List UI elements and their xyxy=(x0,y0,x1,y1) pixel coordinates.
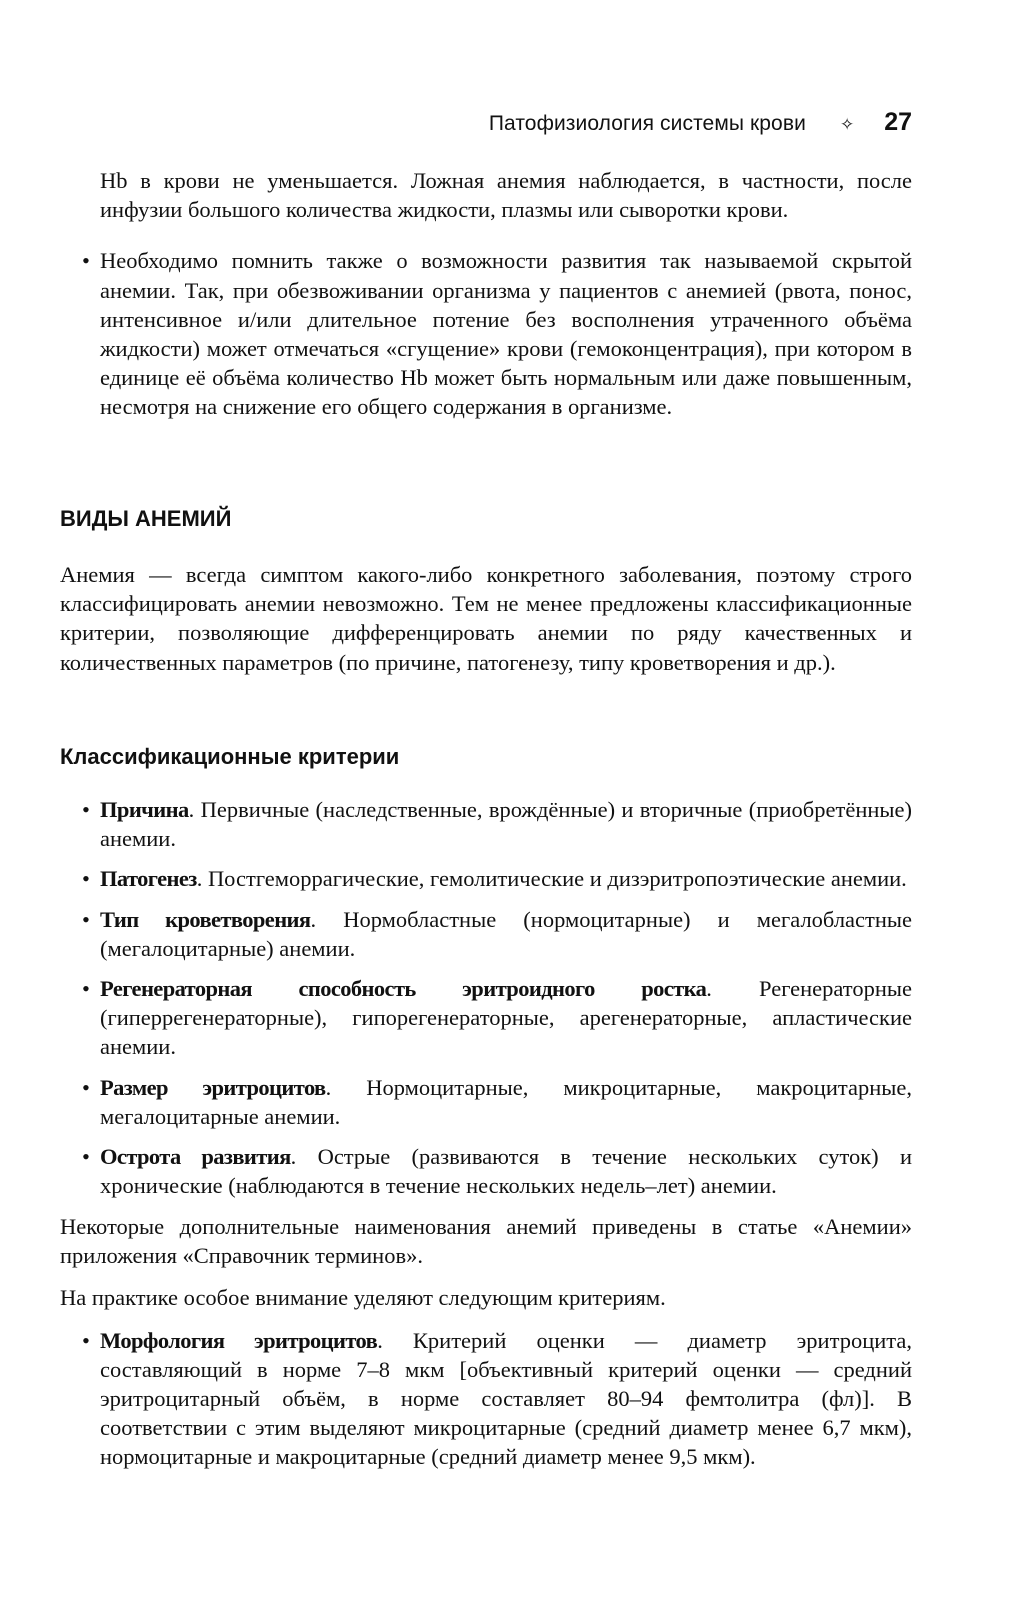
continuation-paragraph: Hb в крови не уменьшается. Ложная анемия наблюдается, в частности, после инфузии большого количества жидкости, плазмы или сыворотки крови. xyxy=(100,168,912,223)
criterion-term: Тип кроветворения xyxy=(100,906,311,932)
criterion-text: . Критерий оценки — диаметр эритроцита, составляющий в норме 7–8 мкм [объективный критерий оценки — средний эритроцитарный объём, в норме составляет 80–94 фемтолитра (фл)]. В соответствии с этим выделяют микроцитарные (средний диаметр менее 6,7 мкм), нормоцитарные и макроцитарные (средний диаметр менее 9,5 мкм). xyxy=(100,1327,913,1470)
bullet-icon: • xyxy=(82,797,90,822)
bullet-icon: • xyxy=(82,1144,90,1170)
criterion-term: Регенераторная способность эритроидного ростка xyxy=(100,976,707,1002)
criterion-term: Причина xyxy=(100,797,189,822)
list-item-text: Необходимо помнить также о возможности развития так называемой скрытой анемии. Так, при обезвоживании организма у пациентов с анемией (рвота, понос, интенсивное и/или длительное потение без восполнения утраченного объёма жидкости) может отмечаться «сгущение» крови (гемоконцентрация), при котором в единице её объёма количество Hb может быть нормальным или даже повышенным, несмотря на снижение его общего содержания в организме. xyxy=(100,248,912,420)
list-item xyxy=(60,974,912,1062)
intro-block xyxy=(60,166,912,422)
diamond-ornament-icon: ✧ xyxy=(839,115,855,134)
criteria-list xyxy=(60,795,912,1200)
criterion-term: Острота развития xyxy=(100,1144,291,1170)
criterion-text: . Регенераторные (гиперрегенераторные), гипорегенераторные, арегенераторные, апластические анемии. xyxy=(100,976,912,1060)
note-paragraph: Некоторые дополнительные наименования анемий приведены в статье «Анемии» приложения «Справочник терминов». xyxy=(60,1214,912,1269)
criterion-term: Морфология эритроцитов xyxy=(100,1327,378,1353)
criterion-text: . Постгеморрагические, гемолитические и дизэритропоэтические анемии. xyxy=(196,866,907,892)
subsection-heading-block xyxy=(60,743,912,771)
criterion-term: Размер эритроцитов xyxy=(100,1074,326,1100)
bullet-icon: • xyxy=(82,906,90,932)
list-item xyxy=(60,864,912,893)
bullet-icon: • xyxy=(82,248,90,274)
list-item xyxy=(60,795,912,853)
bullet-icon: • xyxy=(82,976,90,1002)
bullet-icon: • xyxy=(82,1327,90,1353)
bullet-icon: • xyxy=(82,866,90,892)
page-number: 27 xyxy=(884,108,912,136)
running-header xyxy=(60,108,912,142)
criterion-text: . Острые (развиваются в течение нескольких суток) и хронические (наблюдаются в течение нескольких недель–лет) анемии. xyxy=(100,1144,912,1199)
criterion-text: . Нормобластные (нормоцитарные) и мегалобластные (мегалоцитарные) анемии. xyxy=(100,906,912,961)
section-paragraph-block xyxy=(60,560,912,677)
practice-paragraph: На практике особое внимание уделяют следующим критериям. xyxy=(60,1285,666,1311)
list-item xyxy=(60,1326,912,1472)
criterion-text: . Первичные (наследственные, врождённые) и вторичные (приобретённые) анемии. xyxy=(100,797,912,852)
criterion-text: . Нормоцитарные, микроцитарные, макроцитарные, мегалоцитарные анемии. xyxy=(100,1074,912,1129)
running-title: Патофизиология системы крови xyxy=(488,112,806,135)
section-heading-block xyxy=(60,505,912,533)
section-paragraph: Анемия — всегда симптом какого-либо конкретного заболевания, поэтому строго классифицировать анемии невозможно. Тем не менее предложены классификационные критерии, позволяющие дифференцировать анемии по ряду качественных и количественных параметров (по причине, патогенезу, типу кроветворения и др.). xyxy=(60,562,912,675)
bullet-icon: • xyxy=(82,1074,90,1100)
criterion-term: Патогенез xyxy=(100,866,197,892)
list-item xyxy=(60,1142,912,1200)
list-item xyxy=(60,1073,912,1131)
note-block xyxy=(60,1212,912,1472)
subsection-heading: Классификационные критерии xyxy=(60,744,400,769)
list-item xyxy=(60,905,912,963)
list-item xyxy=(60,246,912,421)
section-heading: ВИДЫ АНЕМИЙ xyxy=(60,506,232,531)
